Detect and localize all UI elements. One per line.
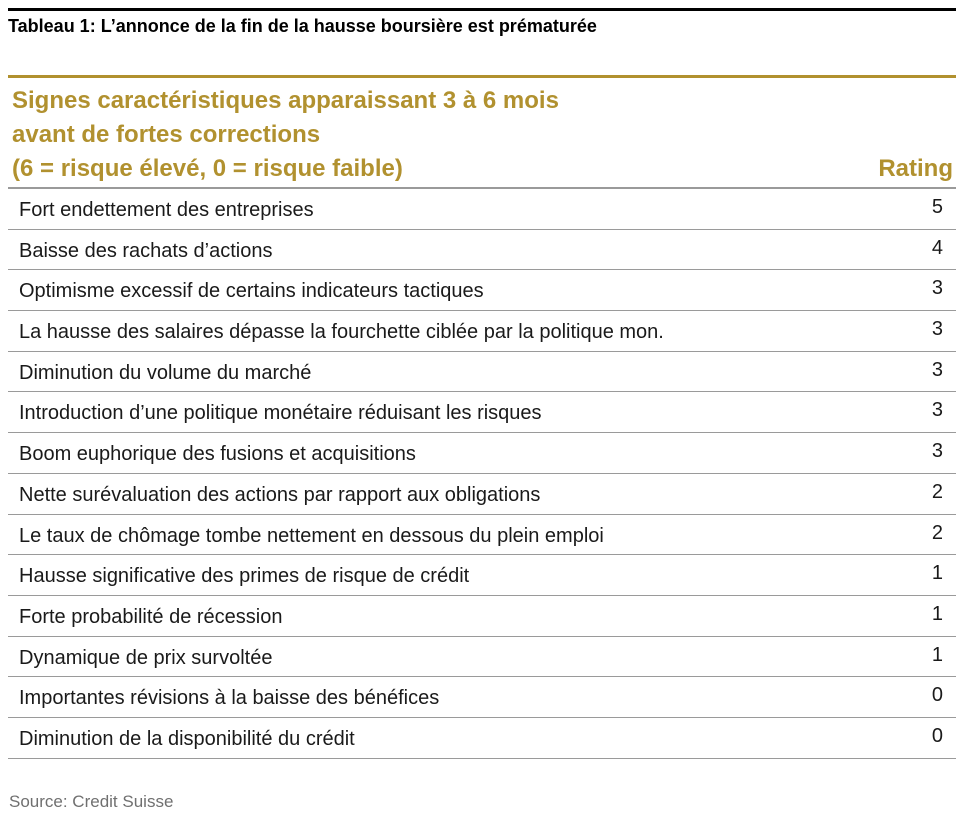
row-label: Introduction d’une politique monétaire réduisant les risques	[19, 402, 542, 425]
table-header	[10, 84, 953, 186]
header-line-2: avant de fortes corrections	[12, 121, 321, 148]
table-row	[8, 311, 956, 352]
document-title: Tableau 1: L’annonce de la fin de la hausse boursière est prématurée	[8, 16, 597, 36]
row-rating: 1	[931, 562, 943, 585]
row-label: Le taux de chômage tombe nettement en dessous du plein emploi	[19, 524, 604, 547]
table-row	[8, 555, 956, 596]
row-label: Diminution de la disponibilité du crédit	[19, 727, 355, 750]
row-label: Boom euphorique des fusions et acquisitions	[19, 443, 416, 466]
row-label: Forte probabilité de récession	[19, 605, 283, 628]
table-row	[8, 596, 956, 637]
table-row	[8, 433, 956, 474]
header-line-1: Signes caractéristiques apparaissant 3 à 6 mois	[12, 87, 559, 114]
row-rating: 2	[931, 521, 943, 544]
row-rating: 3	[931, 277, 943, 300]
row-rating: 4	[931, 236, 943, 259]
row-rating: 2	[931, 480, 943, 503]
row-rating: 1	[931, 643, 943, 666]
top-rule	[8, 8, 956, 11]
row-rating: 0	[931, 724, 943, 747]
row-label: La hausse des salaires dépasse la fourchette ciblée par la politique mon.	[19, 321, 664, 344]
table-row	[8, 230, 956, 271]
row-label: Diminution du volume du marché	[19, 361, 312, 384]
table-row	[8, 352, 956, 393]
row-label: Baisse des rachats d’actions	[19, 239, 273, 262]
row-rating: 5	[931, 196, 943, 218]
row-rating: 3	[931, 440, 943, 463]
rating-column-header: Rating	[878, 155, 953, 182]
header-line-3: (6 = risque élevé, 0 = risque faible)	[12, 155, 403, 182]
row-rating: 3	[931, 399, 943, 422]
row-rating: 0	[931, 684, 943, 707]
table-row	[8, 677, 956, 718]
table-row	[8, 474, 956, 515]
row-label: Nette surévaluation des actions par rapport aux obligations	[19, 483, 541, 506]
row-rating: 3	[931, 358, 943, 381]
table-row	[8, 637, 956, 678]
header-top-rule	[8, 75, 956, 78]
row-label: Hausse significative des primes de risque de crédit	[19, 565, 470, 588]
ratings-table	[8, 189, 956, 759]
table-row	[8, 270, 956, 311]
source-note: Source: Credit Suisse	[9, 792, 174, 811]
table-row	[8, 392, 956, 433]
row-rating: 1	[931, 602, 943, 625]
row-label: Importantes révisions à la baisse des bénéfices	[19, 687, 440, 710]
row-label: Fort endettement des entreprises	[19, 199, 314, 221]
table-row	[8, 515, 956, 556]
row-label: Optimisme excessif de certains indicateurs tactiques	[19, 280, 484, 303]
table-row	[8, 718, 956, 759]
table-header-title	[12, 84, 772, 186]
row-rating: 3	[931, 318, 943, 341]
table-row	[8, 189, 956, 230]
row-label: Dynamique de prix survoltée	[19, 646, 273, 669]
